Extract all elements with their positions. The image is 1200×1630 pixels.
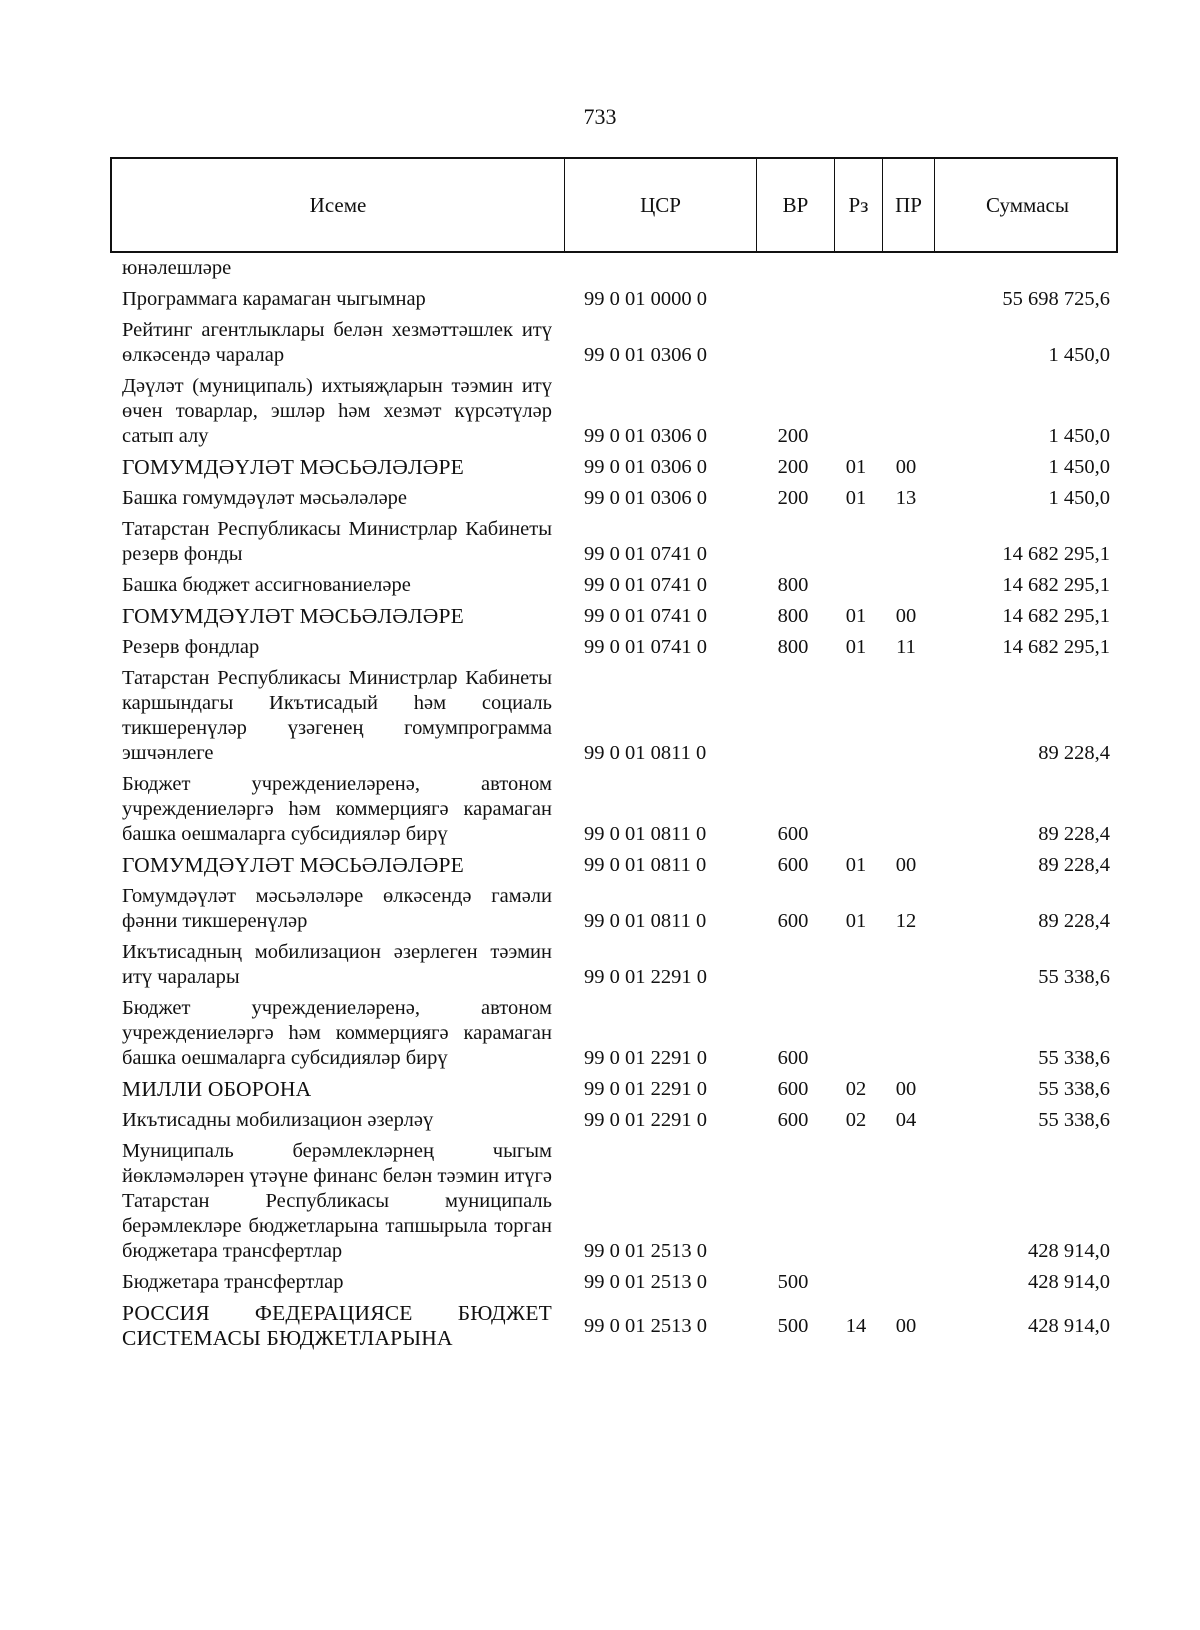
table-row [110,884,1118,934]
row-rz: 01 [845,605,867,627]
row-rz [832,1270,880,1295]
row-sum: 14 682 295,1 [1002,543,1110,565]
row-pr [880,1139,932,1264]
row-csr: 99 0 01 0306 0 [584,344,707,366]
row-pr: 00 [895,605,917,627]
header-sum: Суммасы [934,159,1120,251]
row-vr: 200 [777,456,809,478]
row-pr [880,772,932,847]
row-sum: 428 914,0 [1028,1271,1110,1293]
row-pr [880,940,932,990]
row-pr [880,256,932,281]
row-vr: 200 [777,487,809,509]
row-vr [754,256,832,281]
row-pr [880,374,932,449]
row-sum: 89 228,4 [1038,910,1110,932]
row-sum [932,256,1118,281]
row-csr: 99 0 01 0741 0 [584,574,707,596]
row-rz [832,772,880,847]
row-vr: 600 [777,1078,809,1100]
row-rz [832,573,880,598]
table-header [110,157,1118,253]
header-vr: ВР [756,159,834,251]
row-rz: 01 [845,456,867,478]
row-pr [880,318,932,368]
row-name: Башка гомумдәүләт мәсьәләләре [122,487,408,509]
row-vr: 800 [777,574,809,596]
page-number: 733 [583,104,617,129]
row-vr: 600 [777,910,809,932]
row-sum: 55 338,6 [1038,1047,1110,1069]
row-vr [754,287,832,312]
table-row [110,1301,1118,1351]
row-rz [832,374,880,449]
row-rz [832,517,880,567]
row-pr: 00 [895,854,917,876]
table-row [110,318,1118,368]
table-row [110,517,1118,567]
row-pr: 11 [896,636,916,658]
row-rz: 02 [845,1109,867,1131]
row-csr: 99 0 01 0000 0 [584,288,707,310]
row-name: Бюджетара трансфертлар [122,1271,344,1293]
row-name: Башка бюджет ассигнованиеләре [122,574,411,596]
row-name: МИЛЛИ ОБОРОНА [122,1077,312,1101]
row-sum: 89 228,4 [1038,823,1110,845]
row-sum: 89 228,4 [1038,742,1110,764]
table-row [110,374,1118,449]
row-vr: 500 [777,1314,809,1337]
row-vr: 600 [777,1047,809,1069]
row-pr: 12 [895,910,917,932]
row-csr: 99 0 01 2291 0 [584,966,707,988]
table-row [110,604,1118,629]
row-sum: 1 450,0 [1048,456,1110,478]
row-name: РОССИЯ ФЕДЕРАЦИЯСЕ БЮДЖЕТ СИСТЕМАСЫ БЮДЖЕТЛАРЫНА [122,1301,552,1350]
row-vr [754,318,832,368]
row-sum: 55 338,6 [1038,1078,1110,1100]
row-vr: 600 [777,1109,809,1131]
row-pr [880,1270,932,1295]
table-row [110,1270,1118,1295]
table-row [110,853,1118,878]
row-csr: 99 0 01 2513 0 [584,1240,707,1262]
row-csr: 99 0 01 0811 0 [584,742,707,764]
row-csr: 99 0 01 0741 0 [584,605,707,627]
row-name: Дәүләт (муниципаль) ихтыяҗларын тәэмин итү өчен товарлар, эшләр һәм хезмәт күрсәтүләр сатып алу [122,375,552,447]
row-vr: 600 [777,823,809,845]
row-csr: 99 0 01 0811 0 [584,910,707,932]
row-rz [832,940,880,990]
table-row [110,486,1118,511]
row-name: Программага карамаган чыгымнар [122,288,426,310]
row-vr [754,940,832,990]
row-rz [832,256,880,281]
row-rz: 01 [845,854,867,876]
table-row [110,1077,1118,1102]
row-name: Татарстан Республикасы Министрлар Кабинеты каршындагы Икътисадый һәм социаль тикшеренүләр үзәгенең гомумпрограмма эшчәнлеге [122,667,552,764]
row-name: Бюджет учреждениеләренә, автоном учреждениеләргә һәм коммерциягә карамаган башка оешмаларга субсидияләр бирү [122,997,552,1069]
row-pr: 04 [895,1109,917,1131]
budget-table [110,157,1118,1351]
row-name: ГОМУМДӘҮЛӘТ МӘСЬӘЛӘЛӘРЕ [122,455,464,479]
row-name: Бюджет учреждениеләренә, автоном учреждениеләргә һәм коммерциягә карамаган башка оешмаларга субсидияләр бирү [122,773,552,845]
row-csr: 99 0 01 0306 0 [584,487,707,509]
row-csr: 99 0 01 2291 0 [584,1078,707,1100]
table-row [110,940,1118,990]
header-csr: ЦСР [564,159,756,251]
row-sum: 1 450,0 [1048,487,1110,509]
row-sum: 14 682 295,1 [1002,574,1110,596]
row-sum: 1 450,0 [1048,425,1110,447]
table-row [110,772,1118,847]
row-name: ГОМУМДӘҮЛӘТ МӘСЬӘЛӘЛӘРЕ [122,604,464,628]
row-rz: 01 [845,910,867,932]
row-sum: 14 682 295,1 [1002,605,1110,627]
row-rz: 01 [845,636,867,658]
table-row [110,1108,1118,1133]
row-csr: 99 0 01 2291 0 [584,1109,707,1131]
row-rz: 01 [845,487,867,509]
table-row [110,1139,1118,1264]
row-rz [832,996,880,1071]
row-csr: 99 0 01 2513 0 [584,1271,707,1293]
row-name: Икътисадны мобилизацион әзерләү [122,1109,434,1131]
row-csr [562,256,754,281]
row-sum: 428 914,0 [1028,1314,1110,1337]
row-pr [880,573,932,598]
table-row [110,573,1118,598]
row-vr: 500 [777,1271,809,1293]
row-csr: 99 0 01 0306 0 [584,456,707,478]
header-name: Исеме [309,192,367,217]
table-row [110,256,1118,281]
row-vr [754,1139,832,1264]
table-row [110,287,1118,312]
row-sum: 428 914,0 [1028,1240,1110,1262]
table-row [110,635,1118,660]
row-sum: 55 698 725,6 [1002,288,1110,310]
header-rz: Рз [834,159,882,251]
row-rz: 14 [845,1314,867,1337]
row-pr [880,666,932,766]
row-sum: 55 338,6 [1038,1109,1110,1131]
row-pr: 00 [895,456,917,478]
row-csr: 99 0 01 0811 0 [584,823,707,845]
row-sum: 14 682 295,1 [1002,636,1110,658]
row-vr [754,666,832,766]
table-row [110,666,1118,766]
row-sum: 55 338,6 [1038,966,1110,988]
row-name: Икътисадның мобилизацион әзерлеген тәэмин итү чаралары [122,941,552,988]
row-csr: 99 0 01 0306 0 [584,425,707,447]
row-name: Рейтинг агентлыклары белән хезмәттәшлек итү өлкәсендә чаралар [122,319,552,366]
row-pr: 00 [895,1078,917,1100]
row-pr: 00 [895,1314,917,1337]
row-csr: 99 0 01 0741 0 [584,636,707,658]
row-name: юнәлешләре [122,257,232,279]
table-body [110,256,1118,1351]
header-pr: ПР [882,159,934,251]
row-sum: 89 228,4 [1038,854,1110,876]
row-rz [832,318,880,368]
row-name: ГОМУМДӘҮЛӘТ МӘСЬӘЛӘЛӘРЕ [122,853,464,877]
row-vr: 600 [777,854,809,876]
row-csr: 99 0 01 2513 0 [584,1314,707,1337]
row-name: Резерв фондлар [122,636,260,658]
table-row [110,996,1118,1071]
row-name: Татарстан Республикасы Министрлар Кабинеты резерв фонды [122,518,552,565]
row-csr: 99 0 01 2291 0 [584,1047,707,1069]
row-pr: 13 [895,487,917,509]
row-rz [832,1139,880,1264]
row-vr: 800 [777,605,809,627]
row-csr: 99 0 01 0811 0 [584,854,707,876]
row-rz [832,287,880,312]
row-vr: 200 [777,425,809,447]
row-csr: 99 0 01 0741 0 [584,543,707,565]
row-vr: 800 [777,636,809,658]
row-pr [880,996,932,1071]
row-rz [832,666,880,766]
row-name: Гомумдәүләт мәсьәләләре өлкәсендә гамәли фәнни тикшеренүләр [122,885,552,932]
row-sum: 1 450,0 [1048,344,1110,366]
table-row [110,455,1118,480]
row-pr [880,517,932,567]
row-pr [880,287,932,312]
row-rz: 02 [845,1078,867,1100]
row-name: Муниципаль берәмлекләрнең чыгым йөкләмәләрен үтәүне финанс белән тәэмин итүгә Татарстан Республикасы муниципаль берәмлекләре бюджетларына тапшырыла торган бюджетара трансфертлар [122,1140,552,1262]
row-vr [754,517,832,567]
